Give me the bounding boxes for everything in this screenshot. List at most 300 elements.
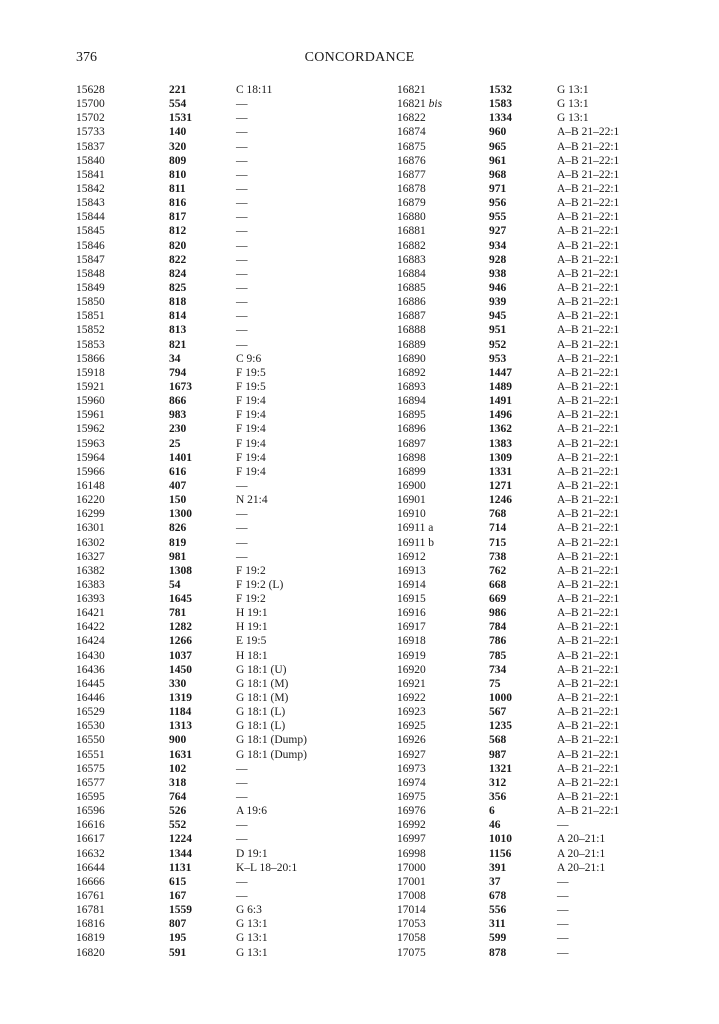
inventory-number [76, 380, 105, 394]
inventory-number-text: 16821 [397, 84, 426, 96]
grid-reference: — [236, 338, 248, 351]
inventory-number [397, 847, 426, 861]
catalogue-number: 568 [489, 734, 507, 747]
inventory-number-text: 17008 [397, 890, 426, 903]
grid-reference: A–B 21–22:1 [557, 635, 620, 648]
catalogue-number: 320 [169, 140, 187, 153]
inventory-number [397, 804, 426, 818]
catalogue-number: 951 [489, 324, 507, 337]
inventory-number-text: 15628 [76, 84, 105, 96]
catalogue-number: 762 [489, 564, 507, 577]
catalogue-number: 1447 [489, 366, 512, 379]
catalogue-number: 230 [169, 423, 187, 436]
inventory-number [397, 564, 426, 578]
catalogue-number: 616 [169, 465, 187, 478]
grid-reference: A–B 21–22:1 [557, 182, 620, 195]
grid-reference: — [557, 819, 569, 832]
inventory-number [76, 847, 105, 861]
catalogue-number: 526 [169, 805, 187, 818]
catalogue-number: 1450 [169, 663, 192, 676]
inventory-number [397, 295, 426, 309]
inventory-number [76, 422, 105, 436]
grid-reference: G 18:1 (U) [236, 663, 287, 676]
grid-reference: — [236, 126, 248, 139]
catalogue-number: 818 [169, 296, 187, 309]
grid-reference: — [236, 197, 248, 210]
inventory-number-text: 16302 [76, 536, 105, 549]
catalogue-number: 1266 [169, 635, 192, 648]
inventory-number-text: 16922 [397, 692, 426, 705]
catalogue-number: 1037 [169, 649, 192, 662]
grid-reference: — [236, 296, 248, 309]
inventory-number [76, 649, 105, 663]
catalogue-number: 6 [489, 805, 495, 818]
catalogue-number: 945 [489, 310, 507, 323]
grid-reference: A 20–21:1 [557, 847, 606, 860]
inventory-number-text: 15964 [76, 451, 105, 464]
inventory-number [76, 564, 105, 578]
grid-reference: — [557, 918, 569, 931]
catalogue-number: 195 [169, 932, 187, 945]
inventory-number-text: 16900 [397, 479, 426, 492]
grid-reference: A–B 21–22:1 [557, 663, 620, 676]
grid-reference: A–B 21–22:1 [557, 692, 620, 705]
inventory-number-text: 15840 [76, 154, 105, 167]
grid-reference: A–B 21–22:1 [557, 522, 620, 535]
inventory-number [397, 437, 426, 451]
grid-reference: A–B 21–22:1 [557, 536, 620, 549]
inventory-number-text: 16912 [397, 550, 426, 563]
inventory-number-text: 16875 [397, 140, 426, 153]
catalogue-number: 825 [169, 281, 187, 294]
inventory-number-text: 15853 [76, 338, 105, 351]
inventory-number [76, 253, 105, 267]
grid-reference: — [557, 890, 569, 903]
inventory-number [397, 521, 433, 535]
catalogue-number: 615 [169, 875, 187, 888]
inventory-number-text: 15918 [76, 366, 105, 379]
inventory-number [76, 776, 105, 790]
grid-reference: A–B 21–22:1 [557, 720, 620, 733]
grid-reference: F 19:4 [236, 423, 266, 436]
inventory-number [397, 479, 426, 493]
catalogue-number: 678 [489, 890, 507, 903]
grid-reference: — [236, 536, 248, 549]
inventory-number [76, 748, 105, 762]
grid-reference: H 19:1 [236, 621, 268, 634]
catalogue-number: 821 [169, 338, 187, 351]
inventory-number [397, 818, 426, 832]
inventory-number-text: 16445 [76, 677, 105, 690]
grid-reference: C 18:11 [236, 84, 273, 96]
catalogue-number: 1645 [169, 593, 192, 606]
inventory-number-text: 16616 [76, 819, 105, 832]
catalogue-number: 939 [489, 296, 507, 309]
inventory-number-text: 16926 [397, 734, 426, 747]
inventory-number-text: 16893 [397, 380, 426, 393]
inventory-number-text: 16887 [397, 310, 426, 323]
inventory-number-text: 16382 [76, 564, 105, 577]
inventory-number [76, 295, 105, 309]
inventory-number [76, 536, 105, 550]
grid-reference: — [236, 310, 248, 323]
inventory-number [76, 451, 105, 465]
inventory-number-text: 17001 [397, 875, 426, 888]
inventory-number [397, 550, 426, 564]
inventory-number [397, 946, 426, 960]
inventory-number-text: 16577 [76, 776, 105, 789]
grid-reference: A 19:6 [236, 805, 267, 818]
inventory-number-text: 16927 [397, 748, 426, 761]
catalogue-number: 1224 [169, 833, 192, 846]
inventory-number-text: 16974 [397, 776, 426, 789]
grid-reference: A–B 21–22:1 [557, 211, 620, 224]
grid-reference: A–B 21–22:1 [557, 578, 620, 591]
inventory-number-text: 15733 [76, 126, 105, 139]
inventory-number [397, 182, 426, 196]
grid-reference: A–B 21–22:1 [557, 140, 620, 153]
inventory-number-text: 16890 [397, 352, 426, 365]
inventory-number-text: 15851 [76, 310, 105, 323]
inventory-number-text: 15848 [76, 267, 105, 280]
inventory-number-text: 16916 [397, 607, 426, 620]
catalogue-number: 768 [489, 508, 507, 521]
catalogue-number: 221 [169, 84, 187, 96]
grid-reference: A–B 21–22:1 [557, 380, 620, 393]
inventory-number-text: 16446 [76, 692, 105, 705]
inventory-number [76, 338, 105, 352]
grid-reference: G 6:3 [236, 904, 262, 917]
catalogue-number: 955 [489, 211, 507, 224]
inventory-number-text: 15845 [76, 225, 105, 238]
catalogue-number: 809 [169, 154, 187, 167]
catalogue-number: 391 [489, 861, 507, 874]
inventory-number [397, 762, 426, 776]
grid-reference: G 18:1 (M) [236, 677, 289, 690]
inventory-number-text: 16917 [397, 621, 426, 634]
grid-reference: A–B 21–22:1 [557, 593, 620, 606]
inventory-number [397, 733, 426, 747]
inventory-number [397, 168, 426, 182]
inventory-number-text: 16878 [397, 182, 426, 195]
inventory-number [76, 917, 105, 931]
inventory-number-text: 15844 [76, 211, 105, 224]
inventory-number-text: 16301 [76, 522, 105, 535]
grid-reference: — [236, 112, 248, 125]
inventory-number-text: 16550 [76, 734, 105, 747]
grid-reference: A–B 21–22:1 [557, 451, 620, 464]
catalogue-number: 826 [169, 522, 187, 535]
inventory-number-text: 16424 [76, 635, 105, 648]
catalogue-number: 1631 [169, 748, 192, 761]
catalogue-number: 1673 [169, 380, 192, 393]
catalogue-number: 981 [169, 550, 187, 563]
catalogue-number: 1362 [489, 423, 512, 436]
grid-reference: A–B 21–22:1 [557, 791, 620, 804]
catalogue-number: 1559 [169, 904, 192, 917]
inventory-number [76, 182, 105, 196]
catalogue-number: 591 [169, 946, 187, 959]
inventory-number [76, 578, 105, 592]
grid-reference: — [236, 479, 248, 492]
grid-reference: — [236, 140, 248, 153]
catalogue-number: 1531 [169, 112, 192, 125]
grid-reference: C 9:6 [236, 352, 262, 365]
inventory-number [397, 281, 426, 295]
grid-reference: A–B 21–22:1 [557, 479, 620, 492]
inventory-number-text: 15847 [76, 253, 105, 266]
catalogue-number: 786 [489, 635, 507, 648]
grid-reference: A–B 21–22:1 [557, 805, 620, 818]
inventory-number [76, 239, 105, 253]
catalogue-number: 330 [169, 677, 187, 690]
grid-reference: A–B 21–22:1 [557, 338, 620, 351]
inventory-number-text: 16895 [397, 409, 426, 422]
inventory-number [76, 705, 105, 719]
inventory-number-text: 15702 [76, 112, 105, 125]
inventory-number-text: 16877 [397, 168, 426, 181]
grid-reference: A–B 21–22:1 [557, 550, 620, 563]
grid-reference: D 19:1 [236, 847, 268, 860]
inventory-number-text: 17075 [397, 946, 426, 959]
inventory-number [397, 267, 426, 281]
grid-reference: F 19:4 [236, 395, 266, 408]
catalogue-number: 312 [489, 776, 507, 789]
catalogue-number: 167 [169, 890, 187, 903]
inventory-number [76, 903, 105, 917]
inventory-number [397, 83, 426, 97]
inventory-number-text: 16551 [76, 748, 105, 761]
catalogue-number: 822 [169, 253, 187, 266]
inventory-number [397, 338, 426, 352]
inventory-number [76, 83, 105, 97]
grid-reference: F 19:2 [236, 593, 266, 606]
grid-reference: — [236, 324, 248, 337]
inventory-number-text: 16998 [397, 847, 426, 860]
grid-reference: A–B 21–22:1 [557, 649, 620, 662]
inventory-number [397, 536, 434, 550]
catalogue-number: 1331 [489, 465, 512, 478]
catalogue-number: 556 [489, 904, 507, 917]
inventory-number-text: 16899 [397, 465, 426, 478]
inventory-number-text: 15962 [76, 423, 105, 436]
grid-reference: H 18:1 [236, 649, 268, 662]
inventory-number-text: 16820 [76, 946, 105, 959]
catalogue-number: 1235 [489, 720, 512, 733]
grid-reference: G 18:1 (Dump) [236, 748, 307, 761]
inventory-number [397, 140, 426, 154]
grid-reference: — [236, 154, 248, 167]
grid-reference: A–B 21–22:1 [557, 324, 620, 337]
catalogue-number: 1321 [489, 762, 512, 775]
inventory-number-text: 16299 [76, 508, 105, 521]
grid-reference: A–B 21–22:1 [557, 762, 620, 775]
inventory-number-text: 16920 [397, 663, 426, 676]
inventory-number-text: 16816 [76, 918, 105, 931]
grid-reference: A–B 21–22:1 [557, 168, 620, 181]
inventory-number [76, 309, 105, 323]
inventory-number-text: 17014 [397, 904, 426, 917]
grid-reference: — [557, 875, 569, 888]
catalogue-number: 1344 [169, 847, 192, 860]
catalogue-number: 812 [169, 225, 187, 238]
inventory-number-text: 15846 [76, 239, 105, 252]
catalogue-number: 1334 [489, 112, 512, 125]
grid-reference: A–B 21–22:1 [557, 621, 620, 634]
catalogue-number: 794 [169, 366, 187, 379]
page-title: CONCORDANCE [304, 50, 415, 65]
grid-reference: A–B 21–22:1 [557, 748, 620, 761]
grid-reference: — [557, 904, 569, 917]
grid-reference: A–B 21–22:1 [557, 508, 620, 521]
inventory-number [397, 125, 426, 139]
catalogue-number: 567 [489, 706, 507, 719]
inventory-number [397, 578, 426, 592]
catalogue-number: 764 [169, 791, 187, 804]
inventory-number-text: 17053 [397, 918, 426, 931]
catalogue-number: 714 [489, 522, 507, 535]
catalogue-number: 952 [489, 338, 507, 351]
inventory-number [397, 861, 426, 875]
grid-reference: G 13:1 [557, 84, 589, 96]
catalogue-number: 813 [169, 324, 187, 337]
grid-reference: G 13:1 [557, 98, 589, 111]
inventory-number [76, 352, 105, 366]
inventory-number [76, 550, 105, 564]
inventory-number-text: 16575 [76, 762, 105, 775]
inventory-number-text: 16148 [76, 479, 105, 492]
catalogue-number: 1496 [489, 409, 512, 422]
inventory-number-text: 16910 [397, 508, 426, 521]
inventory-number [397, 111, 426, 125]
inventory-number-text: 16997 [397, 833, 426, 846]
inventory-number [397, 408, 426, 422]
inventory-number-text: 16430 [76, 649, 105, 662]
inventory-number-suffix: bis [428, 98, 443, 111]
inventory-number [397, 352, 426, 366]
catalogue-number: 878 [489, 946, 507, 959]
inventory-number-text: 16881 [397, 225, 426, 238]
inventory-number [397, 620, 426, 634]
inventory-number [397, 875, 426, 889]
catalogue-number: 946 [489, 281, 507, 294]
catalogue-number: 34 [169, 352, 181, 365]
catalogue-number: 102 [169, 762, 187, 775]
catalogue-number: 1282 [169, 621, 192, 634]
catalogue-number: 961 [489, 154, 507, 167]
inventory-number [397, 748, 426, 762]
grid-reference: A 20–21:1 [557, 861, 606, 874]
grid-reference: — [236, 253, 248, 266]
catalogue-number: 971 [489, 182, 507, 195]
inventory-number [397, 790, 426, 804]
catalogue-number: 1383 [489, 437, 512, 450]
catalogue-number: 552 [169, 819, 187, 832]
inventory-number [397, 677, 426, 691]
inventory-number [76, 97, 105, 111]
inventory-number-text: 16896 [397, 423, 426, 436]
inventory-number-text: 16421 [76, 607, 105, 620]
inventory-number [397, 649, 426, 663]
catalogue-number: 356 [489, 791, 507, 804]
inventory-number [76, 691, 105, 705]
inventory-number [397, 323, 426, 337]
grid-reference: A–B 21–22:1 [557, 409, 620, 422]
grid-reference: — [236, 791, 248, 804]
inventory-number-text: 16529 [76, 706, 105, 719]
grid-reference: A–B 21–22:1 [557, 395, 620, 408]
grid-reference: — [236, 267, 248, 280]
catalogue-number: 927 [489, 225, 507, 238]
catalogue-number: 1246 [489, 494, 512, 507]
inventory-number [76, 140, 105, 154]
inventory-number [76, 719, 105, 733]
catalogue-number: 983 [169, 409, 187, 422]
inventory-number-text: 16761 [76, 890, 105, 903]
grid-reference: — [236, 281, 248, 294]
catalogue-number: 986 [489, 607, 507, 620]
inventory-number [397, 224, 426, 238]
inventory-number [397, 931, 426, 945]
inventory-number [76, 592, 105, 606]
grid-reference: K–L 18–20:1 [236, 861, 298, 874]
grid-reference: F 19:5 [236, 380, 266, 393]
inventory-number-text: 16822 [397, 112, 426, 125]
catalogue-number: 900 [169, 734, 187, 747]
grid-reference: G 13:1 [236, 932, 268, 945]
catalogue-number: 819 [169, 536, 187, 549]
inventory-number [76, 832, 105, 846]
inventory-number [397, 889, 426, 903]
inventory-number-text: 15966 [76, 465, 105, 478]
catalogue-number: 785 [489, 649, 507, 662]
inventory-number [76, 620, 105, 634]
inventory-number-text: 16914 [397, 578, 426, 591]
inventory-number-text: 16874 [397, 126, 426, 139]
inventory-number-text: 15700 [76, 98, 105, 111]
inventory-number-text: 16918 [397, 635, 426, 648]
inventory-number [76, 931, 105, 945]
grid-reference: A–B 21–22:1 [557, 734, 620, 747]
inventory-number [76, 267, 105, 281]
grid-reference: A–B 21–22:1 [557, 366, 620, 379]
inventory-number [76, 168, 105, 182]
catalogue-number: 816 [169, 197, 187, 210]
catalogue-number: 824 [169, 267, 187, 280]
catalogue-number: 1300 [169, 508, 192, 521]
inventory-number [397, 776, 426, 790]
grid-reference: — [236, 762, 248, 775]
grid-reference: A–B 21–22:1 [557, 607, 620, 620]
inventory-number [76, 889, 105, 903]
grid-reference: — [236, 211, 248, 224]
inventory-number-text: 16884 [397, 267, 426, 280]
inventory-number-text: 15961 [76, 409, 105, 422]
inventory-number-text: 16617 [76, 833, 105, 846]
inventory-number [397, 253, 426, 267]
catalogue-number: 1000 [489, 692, 512, 705]
inventory-number-text: 17000 [397, 861, 426, 874]
inventory-number [397, 592, 426, 606]
inventory-number [76, 677, 105, 691]
grid-reference: A–B 21–22:1 [557, 267, 620, 280]
inventory-number [76, 479, 105, 493]
grid-reference: F 19:5 [236, 366, 266, 379]
inventory-number [76, 154, 105, 168]
grid-reference: A–B 21–22:1 [557, 281, 620, 294]
inventory-number [76, 733, 105, 747]
inventory-number-text: 16911 a [397, 522, 434, 535]
